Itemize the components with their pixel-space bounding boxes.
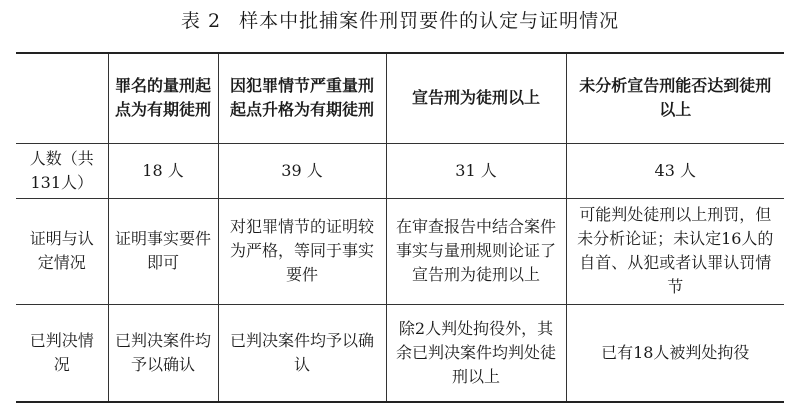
table-cell: 证明事实要件即可 [108,198,218,304]
table-cell: 43 人 [566,143,784,198]
table-row [16,143,784,198]
header-corner [16,53,108,143]
table-cell: 已判决案件均予以确认 [108,304,218,402]
table-cell: 已判决案件均予以确认 [218,304,386,402]
row-label-judged: 已判决情况 [16,304,108,402]
table-cell: 可能判处徒刑以上刑罚，但未分析论证；未认定16人的自首、从犯或者认罪认罚情节 [566,198,784,304]
table-cell: 31 人 [386,143,566,198]
header-col-1: 罪名的量刑起点为有期徒刑 [108,53,218,143]
table-cell: 39 人 [218,143,386,198]
header-col-2: 因犯罪情节严重量刑起点升格为有期徒刑 [218,53,386,143]
table-cell: 已有18人被判处拘役 [566,304,784,402]
table-caption [0,6,800,33]
caption-text: 样本中批捕案件刑罚要件的认定与证明情况 [239,10,620,32]
header-col-3: 宣告刑为徒刑以上 [386,53,566,143]
table-row [16,304,784,402]
table-cell: 18 人 [108,143,218,198]
caption-number: 表 2 [180,10,222,32]
table-cell: 对犯罪情节的证明较为严格，等同于事实要件 [218,198,386,304]
table-cell: 在审查报告中结合案件事实与量刑规则论证了宣告刑为徒刑以上 [386,198,566,304]
header-col-4: 未分析宣告刑能否达到徒刑以上 [566,53,784,143]
header-row [16,53,784,143]
table-cell: 除2人判处拘役外，其余已判决案件均判处徒刑以上 [386,304,566,402]
table-row [16,198,784,304]
data-table [16,52,784,403]
row-label-proof: 证明与认定情况 [16,198,108,304]
row-label-count: 人数（共131人） [16,143,108,198]
